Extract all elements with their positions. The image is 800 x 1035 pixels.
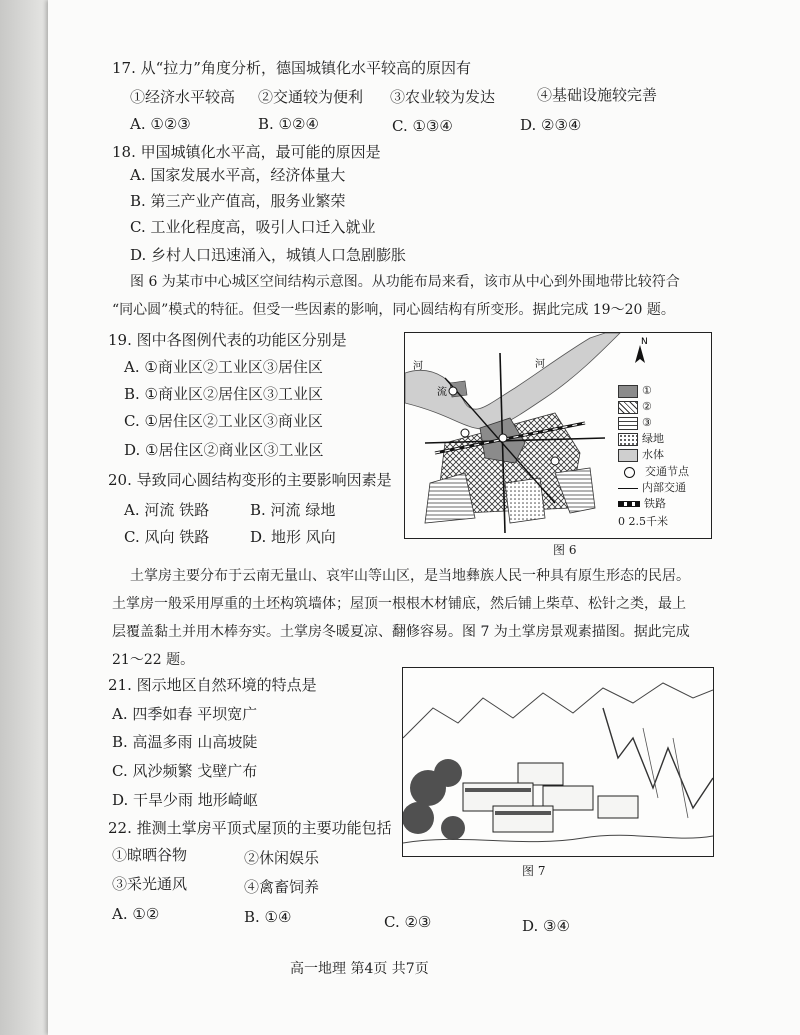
- intro21-line1: 土掌房主要分布于云南无量山、哀牢山等山区，是当地彝族人民一种具有原生形态的民居。: [130, 568, 690, 584]
- legend-rail-icon: [618, 501, 640, 507]
- mountain-ridge: [403, 683, 713, 738]
- traffic-node: [449, 387, 457, 395]
- q21-option-b[interactable]: B. 高温多雨 山高坡陡: [112, 733, 258, 751]
- river-water: [405, 333, 620, 429]
- legend-node: 交通节点: [624, 465, 689, 479]
- north-label: N: [641, 337, 648, 347]
- north-arrow-icon: [635, 345, 645, 363]
- q17-item-2: ②交通较为便利: [258, 88, 364, 106]
- q22-item-1: ①晾晒谷物: [112, 846, 188, 864]
- legend-swatch-1: [618, 385, 638, 398]
- q21-option-c[interactable]: C. 风沙频繁 戈壁广布: [112, 762, 258, 780]
- q18-option-b[interactable]: B. 第三产业产值高，服务业繁荣: [130, 192, 346, 210]
- legend-swatch-2: [618, 401, 638, 414]
- q18-stem: 18. 甲国城镇化水平高，最可能的原因是: [112, 143, 381, 161]
- q19-stem: 19. 图中各图例代表的功能区分别是: [108, 331, 347, 349]
- q17-item-4: ④基础设施较完善: [537, 86, 658, 104]
- q20-option-b[interactable]: B. 河流 绿地: [250, 501, 336, 519]
- q19-option-a[interactable]: A. ①商业区②工业区③居住区: [124, 358, 323, 376]
- q20-stem: 20. 导致同心圆结构变形的主要影响因素是: [108, 471, 392, 489]
- roof-edge-shade: [495, 811, 551, 815]
- legend-zone-3: ③: [618, 416, 652, 430]
- tree-canopy: [403, 802, 434, 834]
- q17-option-d[interactable]: D. ②③④: [520, 116, 582, 134]
- legend-swatch-green: [618, 433, 638, 446]
- house-4: [598, 796, 638, 818]
- q19-option-b[interactable]: B. ①商业区②居住区③工业区: [124, 385, 324, 403]
- legend-rail: 铁路: [618, 497, 666, 511]
- legend-road-icon: [618, 488, 638, 489]
- traffic-node: [499, 434, 507, 442]
- q21-stem: 21. 图示地区自然环境的特点是: [108, 676, 317, 694]
- river-label-2: 流: [437, 387, 447, 398]
- q20-option-c[interactable]: C. 风向 铁路: [124, 528, 210, 546]
- intro21-line2: 土掌房一般采用厚重的土坯构筑墙体；屋顶一根根木材铺底，然后铺上柴草、松针之类，最上: [112, 596, 686, 612]
- q20-option-a[interactable]: A. 河流 铁路: [124, 501, 210, 519]
- q18-option-c[interactable]: C. 工业化程度高，吸引人口迁入就业: [130, 218, 376, 236]
- q22-option-c[interactable]: C. ②③: [384, 913, 432, 931]
- q17-item-3: ③农业较为发达: [390, 88, 496, 106]
- river-label-3: 河: [535, 359, 545, 370]
- intro19-line1: 图 6 为某市中心城区空间结构示意图。从功能布局来看，该市从中心到外围地带比较符合: [130, 274, 680, 290]
- figure-6-caption: 图 6: [553, 543, 577, 557]
- legend-zone-2: ②: [618, 400, 652, 414]
- q17-option-a[interactable]: A. ①②③: [130, 115, 191, 133]
- cliff-shading: [643, 728, 688, 818]
- house-3: [493, 806, 553, 832]
- q18-option-d[interactable]: D. 乡村人口迅速涌入，城镇人口急剧膨胀: [130, 246, 407, 264]
- q19-option-d[interactable]: D. ①居住区②商业区③工业区: [124, 441, 324, 459]
- page-edge-shadow: [0, 0, 48, 1035]
- q22-item-4: ④禽畜饲养: [244, 878, 320, 896]
- figure-7-sketch: [402, 667, 714, 857]
- cliff-lines: [603, 708, 713, 808]
- legend-swatch-3: [618, 417, 638, 430]
- q22-stem: 22. 推测土掌房平顶式屋顶的主要功能包括: [108, 819, 392, 837]
- legend-node-icon: [624, 467, 635, 478]
- intro21-line3: 层覆盖黏土并用木棒夯实。土掌房冬暖夏凉、翻修容易。图 7 为土掌房景观素描图。据此完成: [112, 624, 690, 640]
- river-label-1: 河: [413, 361, 423, 372]
- traffic-node: [461, 429, 469, 437]
- q22-option-a[interactable]: A. ①②: [112, 905, 160, 923]
- tree-canopy: [441, 816, 465, 840]
- legend-water: 水体: [618, 448, 664, 462]
- tuzhangfang-landscape-sketch: [403, 668, 713, 856]
- intro21-line4: 21～22 题。: [112, 652, 195, 668]
- q22-item-3: ③采光通风: [112, 875, 188, 893]
- q22-option-b[interactable]: B. ①④: [244, 908, 292, 926]
- q20-option-d[interactable]: D. 地形 风向: [250, 528, 336, 546]
- q17-option-c[interactable]: C. ①③④: [392, 117, 453, 135]
- traffic-node: [551, 457, 559, 465]
- q19-option-c[interactable]: C. ①居住区②工业区③商业区: [124, 412, 323, 430]
- q18-option-a[interactable]: A. 国家发展水平高，经济体量大: [130, 166, 346, 184]
- legend-road: 内部交通: [618, 481, 686, 495]
- legend-green: 绿地: [618, 432, 664, 446]
- q17-option-b[interactable]: B. ①②④: [258, 115, 319, 133]
- legend-zone-1: ①: [618, 384, 652, 398]
- house-roof-1: [518, 763, 563, 785]
- scale-bar: 0 2.5千米: [618, 515, 668, 528]
- q22-option-d[interactable]: D. ③④: [522, 917, 570, 935]
- q22-item-2: ②休闲娱乐: [244, 849, 320, 867]
- q21-option-d[interactable]: D. 干旱少雨 地形崎岖: [112, 791, 258, 809]
- page-footer: 高一地理 第4页 共7页: [290, 961, 429, 977]
- q17-item-1: ①经济水平较高: [130, 88, 236, 106]
- tree-canopy: [434, 759, 462, 787]
- q21-option-a[interactable]: A. 四季如春 平坝宽广: [112, 705, 258, 723]
- roof-edge-shade: [465, 788, 531, 792]
- intro19-line2: “同心圆”模式的特征。但受一些因素的影响，同心圆结构有所变形。据此完成 19～20 题。: [112, 302, 675, 318]
- legend-swatch-water: [618, 449, 638, 462]
- figure-7-caption: 图 7: [522, 864, 546, 878]
- q17-stem: 17. 从“拉力”角度分析，德国城镇化水平较高的原因有: [112, 59, 471, 77]
